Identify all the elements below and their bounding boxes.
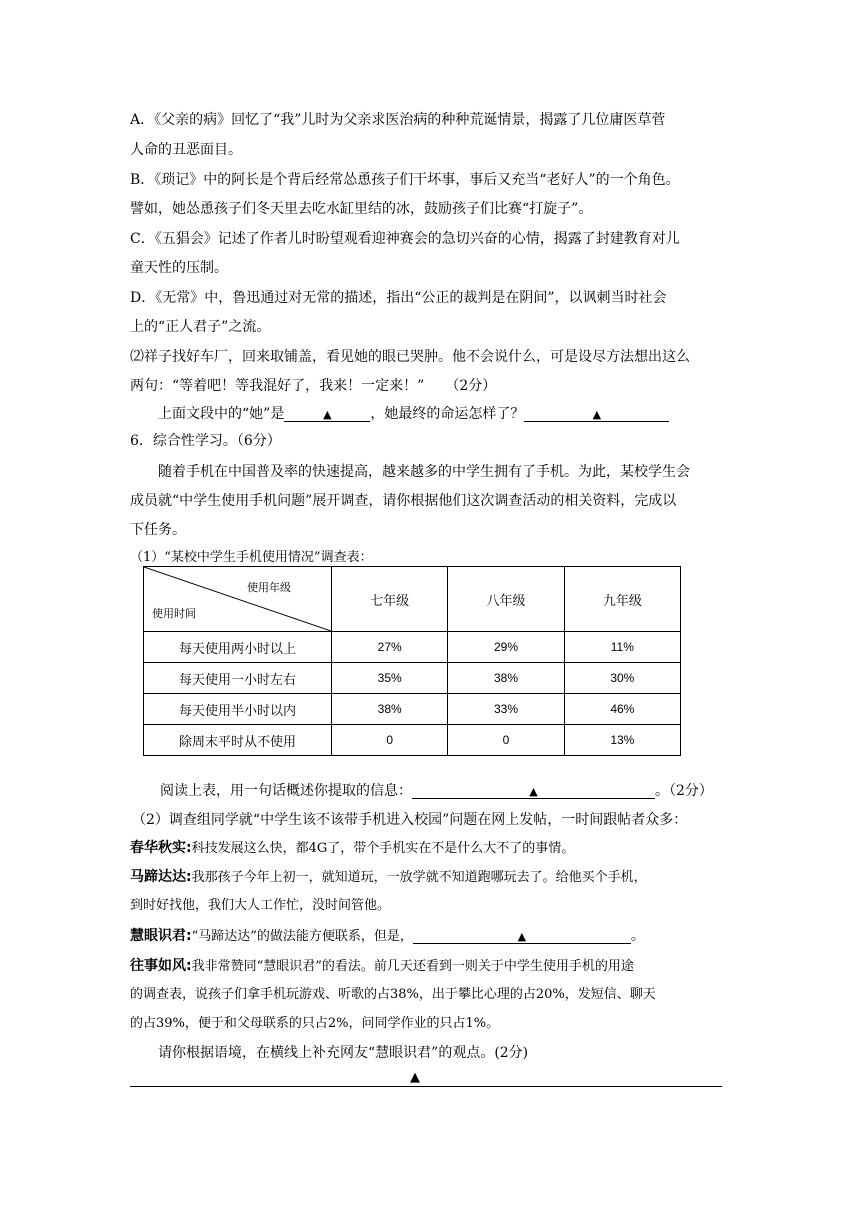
post-text: 我非常赞同“慧眼识君”的看法。前几天还看到一则关于中学生使用手机的用途 (191, 959, 634, 974)
answer-blank-view[interactable] (413, 926, 631, 944)
ask-text-b: ，她最终的命运怎样了？ (370, 406, 525, 422)
table-cell: 38% (332, 694, 448, 725)
table-row (144, 694, 681, 725)
table-cell: 30% (564, 663, 680, 694)
option-c-line2: 童天性的压制。 (130, 260, 228, 276)
question-2-line2: 两句：“等着吧！等我混好了，我来！一定来！” （2分） (130, 378, 497, 394)
table-cell: 35% (332, 663, 448, 694)
post-4-cont2: 的占39%，便于和父母联系的只占2%，问同学作业的只占1%。 (130, 1016, 500, 1031)
option-a-line1: A．《父亲的病》回忆了“我”儿时为父亲求医治病的种种荒诞情景，揭露了几位庸医草菅 (130, 112, 666, 128)
final-instruction: 请你根据语境，在横线上补充网友“慧眼识君”的观点。(2分) (158, 1045, 529, 1061)
post-4 (130, 956, 634, 977)
table-cell: 46% (564, 694, 680, 725)
diagonal-line (144, 567, 331, 631)
row-label: 每天使用一小时左右 (144, 663, 332, 694)
answer-blank-summary[interactable] (412, 781, 655, 799)
table-cell: 13% (564, 725, 680, 756)
option-d-line1: D．《无常》中，鲁迅通过对无常的描述，指出“公正的裁判是在阴间”，以讽刺当时社会 (130, 290, 667, 306)
blank-marker: ▲ (410, 1070, 420, 1085)
option-c-line1: C．《五猖会》记述了作者儿时盼望观看迎神赛会的急切兴奋的心情，揭露了封建教育对儿 (130, 231, 680, 247)
table-cell: 29% (448, 632, 564, 663)
column-header: 七年级 (332, 567, 448, 632)
option-b-line1: B．《琐记》中的阿长是个背后经常怂恿孩子们干坏事，事后又充当“老好人”的一个角色。 (130, 172, 680, 188)
subquestion-2: （2）调查组同学就“中学生该不该带手机进入校园”问题在网上发帖，一时间跟帖者众多： (132, 812, 688, 828)
column-header: 九年级 (564, 567, 680, 632)
row-label: 每天使用两小时以上 (144, 632, 332, 663)
blank-marker: ▲ (517, 930, 527, 943)
table-cell: 38% (448, 663, 564, 694)
post-text: 我那孩子今年上初一，就知道玩，一放学就不知道跑哪玩去了。给他买个手机， (191, 870, 647, 885)
table-row (144, 663, 681, 694)
table-corner-cell (144, 567, 332, 632)
blank-marker: ▲ (592, 408, 602, 421)
post-end: 。 (630, 928, 645, 944)
option-b-line2: 譬如，她怂恿孩子们冬天里去吃水缸里结的冰，鼓励孩子们比赛“打旋子”。 (130, 201, 593, 217)
question-6-para1: 随着手机在中国普及率的快速提高，越来越多的中学生拥有了手机。为此，某校学生会 (158, 464, 690, 480)
question-6-para2: 成员就“中学生使用手机问题”展开调查，请你根据他们这次调查活动的相关资料，完成以 (130, 493, 677, 509)
row-label: 每天使用半小时以内 (144, 694, 332, 725)
table-cell: 0 (332, 725, 448, 756)
option-d-line2: 上的“正人君子”之流。 (130, 319, 271, 335)
answer-line-final[interactable] (130, 1086, 722, 1087)
blank-marker: ▲ (529, 785, 538, 798)
read-prompt: 阅读上表，用一句话概述你提取的信息： (160, 783, 412, 799)
table-cell: 0 (448, 725, 564, 756)
corner-time-label: 使用时间 (152, 607, 196, 620)
read-score: 。（2分） (655, 783, 713, 799)
post-text: “马蹄达达”的做法能方便联系，但是， (191, 929, 413, 944)
answer-blank-her[interactable] (284, 404, 370, 422)
post-2-cont: 到时好找他，我们大人工作忙，没时间管他。 (130, 898, 391, 913)
question-2-line1: ⑵祥子找好车厂，回来取铺盖，看见她的眼已哭肿。他不会说什么，可是设尽方法想出这么 (130, 349, 690, 365)
post-2 (130, 867, 647, 888)
blank-marker: ▲ (323, 408, 332, 421)
question-6-para3: 下任务。 (130, 522, 186, 538)
ask-text-a: 上面文段中的“她”是 (158, 406, 285, 422)
question-2-ask (158, 404, 669, 424)
post-4-cont1: 的调查表，说孩子们拿手机玩游戏、听歌的占38%，出于攀比心理的占20%，发短信、聊天 (130, 987, 656, 1002)
question-6-title: 6．综合性学习。（6分） (130, 433, 281, 449)
post-author: 春华秋实: (130, 840, 192, 856)
post-author: 慧眼识君: (130, 928, 192, 944)
column-header: 八年级 (448, 567, 564, 632)
post-text: 科技发展这么快，都4G了，带个手机实在不是什么大不了的事情。 (191, 841, 575, 856)
answer-blank-fate[interactable] (524, 404, 669, 422)
subquestion-1: （1）“某校中学生手机使用情况”调查表： (130, 550, 373, 565)
table-row (144, 725, 681, 756)
table-cell: 33% (448, 694, 564, 725)
row-label: 除周末平时从不使用 (144, 725, 332, 756)
post-3 (130, 926, 645, 947)
table-cell: 27% (332, 632, 448, 663)
survey-table (143, 566, 681, 756)
table-row (144, 632, 681, 663)
table-header-row (144, 567, 681, 632)
option-a-line2: 人命的丑恶面目。 (130, 142, 242, 158)
table-cell: 11% (564, 632, 680, 663)
corner-grade-label: 使用年级 (247, 581, 291, 594)
post-author: 往事如风: (130, 958, 192, 974)
post-author: 马蹄达达: (130, 869, 192, 885)
read-table-line (160, 781, 713, 801)
post-1 (130, 838, 574, 859)
